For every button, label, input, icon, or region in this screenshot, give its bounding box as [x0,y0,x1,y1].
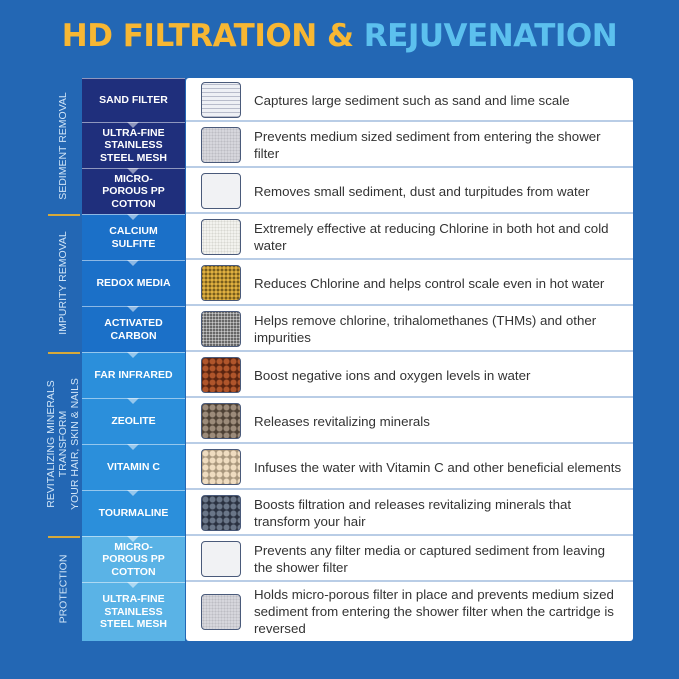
mesh-media-swatch-icon [201,594,241,630]
tourmaline-media-swatch-icon [201,495,241,531]
layer-label-text: FAR INFRARED [94,369,173,382]
layer-row [186,260,633,306]
section-label: PROTECTION [57,554,69,623]
layer-label-text: CALCIUM SULFITE [109,225,158,250]
layer-description: Prevents any filter media or captured sediment from leaving the shower filter [254,543,606,575]
layer-label [82,536,185,582]
layer-label [82,168,185,214]
chevron-down-icon [127,490,139,496]
section-label: IMPURITY REMOVAL [57,231,69,335]
cotton-media-swatch-icon [201,541,241,577]
page-title [0,18,679,54]
mesh-media-swatch-icon [201,127,241,163]
layer-row [186,306,633,352]
zeolite-media-swatch-icon [201,403,241,439]
layer-description: Infuses the water with Vitamin C and other beneficial elements [254,459,622,475]
layer-label-text: ULTRA-FINE STAINLESS STEEL MESH [100,593,167,631]
layer-row [186,78,633,122]
layer-description: Prevents medium sized sediment from entering the shower filter [254,129,601,161]
layer-label-text: REDOX MEDIA [96,277,171,290]
layer-label-text: ULTRA-FINE STAINLESS STEEL MESH [100,126,167,164]
layer-description: Boost negative ions and oxygen levels in water [254,367,531,383]
layer-description: Releases revitalizing minerals [254,413,430,429]
chevron-down-icon [127,260,139,266]
layer-row [186,536,633,582]
layer-description: Boosts filtration and releases revitalizing minerals that transform your hair [254,497,572,529]
layer-label-text: TOURMALINE [98,507,169,520]
layer-row [186,168,633,214]
layer-row [186,214,633,260]
layer-description: Captures large sediment such as sand and lime scale [254,92,570,108]
layer-label [82,78,185,122]
layer-label [82,444,185,490]
chevron-down-icon [127,352,139,358]
title-part-1: HD FILTRATION & [61,18,354,54]
infrared-media-swatch-icon [201,357,241,393]
section-label: SEDIMENT REMOVAL [57,92,69,200]
chevron-down-icon [127,398,139,404]
layer-row [186,398,633,444]
layer-label [82,214,185,260]
layer-label [82,122,185,168]
layer-label [82,260,185,306]
section-divider [48,536,80,538]
chevron-down-icon [127,444,139,450]
layer-label [82,306,185,352]
layer-row [186,444,633,490]
grid-media-swatch-icon [201,82,241,118]
layer-row [186,122,633,168]
layer-description: Reduces Chlorine and helps control scale even in hot water [254,275,605,291]
chevron-down-icon [127,306,139,312]
title-part-2: REJUVENATION [363,18,618,54]
layer-label [82,490,185,536]
section-label: REVITALIZING MINERALS TRANSFORM YOUR HAIR, SKIN & NAILS [45,378,81,510]
chevron-down-icon [127,536,139,542]
layer-label [82,352,185,398]
cotton-media-swatch-icon [201,173,241,209]
chevron-down-icon [127,168,139,174]
layer-label [82,398,185,444]
layer-description: Helps remove chlorine, trihalomethanes (THMs) and other impurities [254,313,597,345]
layer-description: Extremely effective at reducing Chlorine in both hot and cold water [254,221,609,253]
layer-label-text: MICRO-POROUS PP COTTON [102,172,165,210]
layer-row [186,490,633,536]
layer-row [186,582,633,641]
chevron-down-icon [127,214,139,220]
layer-description: Holds micro-porous filter in place and prevents medium sized sediment from entering the shower filter when the cartridge is reversed [254,587,614,636]
layer-label-text: MICRO-POROUS PP COTTON [102,540,165,578]
layer-description: Removes small sediment, dust and turpitudes from water [254,183,590,199]
layer-label-text: SAND FILTER [99,94,168,107]
carbon-media-swatch-icon [201,311,241,347]
redox-media-swatch-icon [201,265,241,301]
section-divider [48,214,80,216]
layer-label-text: ACTIVATED CARBON [104,317,163,342]
layer-label-text: VITAMIN C [107,461,160,474]
chevron-down-icon [127,122,139,128]
layer-row [186,352,633,398]
layer-label [82,582,185,641]
vitc-media-swatch-icon [201,449,241,485]
sulfite-media-swatch-icon [201,219,241,255]
layer-label-text: ZEOLITE [111,415,156,428]
chevron-down-icon [127,582,139,588]
section-divider [48,352,80,354]
